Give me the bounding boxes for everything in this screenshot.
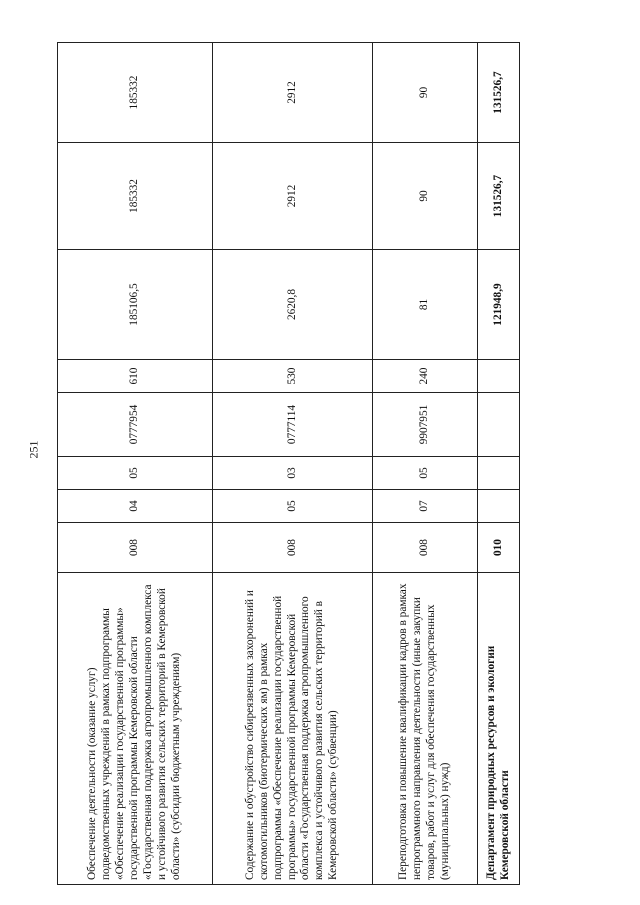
table-row	[213, 43, 373, 885]
amount-3: 2912	[213, 43, 373, 143]
subsection-code	[478, 457, 520, 490]
section-code: 07	[373, 490, 478, 523]
table-row	[478, 43, 520, 885]
amount-3: 131526,7	[478, 43, 520, 143]
row-description: Содержание и обустройство сибиреязвенных захоронений и скотомогильников (биотермических ям) в рамках подпрограммы «Обеспечение реализации государственной программы» государственной программы Кемеровской области «Государственная поддержка агропромышленного комплекса и устойчивого развития сельских территорий в Кемеровской области» (субвенции)	[213, 573, 373, 885]
amount-3: 185332	[58, 43, 213, 143]
amount-1: 81	[373, 250, 478, 360]
expense-type-code	[478, 360, 520, 393]
table-row	[58, 43, 213, 885]
ministry-code: 008	[213, 523, 373, 573]
amount-3: 90	[373, 43, 478, 143]
amount-1: 2620,8	[213, 250, 373, 360]
department-name: Департамент природных ресурсов и экологии Кемеровской области	[478, 573, 520, 885]
target-item-code: 0777114	[213, 393, 373, 457]
target-item-code	[478, 393, 520, 457]
expense-type-code: 240	[373, 360, 478, 393]
target-item-code: 0777954	[58, 393, 213, 457]
page-number: 251	[26, 440, 41, 459]
table-row	[373, 43, 478, 885]
ministry-code: 010	[478, 523, 520, 573]
section-code: 05	[213, 490, 373, 523]
section-code	[478, 490, 520, 523]
amount-1: 121948,9	[478, 250, 520, 360]
amount-2: 131526,7	[478, 143, 520, 250]
subsection-code: 03	[213, 457, 373, 490]
amount-1: 185106,5	[58, 250, 213, 360]
row-description: Переподготовка и повышение квалификации кадров в рамках непрограммного направления деятельности (иные закупки товаров, работ и услуг для обеспечения государственных (муниципальных) нужд)	[373, 573, 478, 885]
subsection-code: 05	[373, 457, 478, 490]
section-code: 04	[58, 490, 213, 523]
target-item-code: 9907951	[373, 393, 478, 457]
amount-2: 2912	[213, 143, 373, 250]
expense-type-code: 530	[213, 360, 373, 393]
row-description: Обеспечение деятельности (оказание услуг) подведомственных учреждений в рамках подпрограммы «Обеспечение реализации государственной программы» государственной программы Кемеровской области «Государственная поддержка агропромышленного комплекса и устойчивого развития сельских территорий в Кемеровской области» (субсидии бюджетным учреждениям)	[58, 573, 213, 885]
ministry-code: 008	[373, 523, 478, 573]
expense-type-code: 610	[58, 360, 213, 393]
rotated-page-content	[57, 43, 519, 885]
ministry-code: 008	[58, 523, 213, 573]
amount-2: 185332	[58, 143, 213, 250]
subsection-code: 05	[58, 457, 213, 490]
budget-table	[57, 42, 520, 885]
amount-2: 90	[373, 143, 478, 250]
